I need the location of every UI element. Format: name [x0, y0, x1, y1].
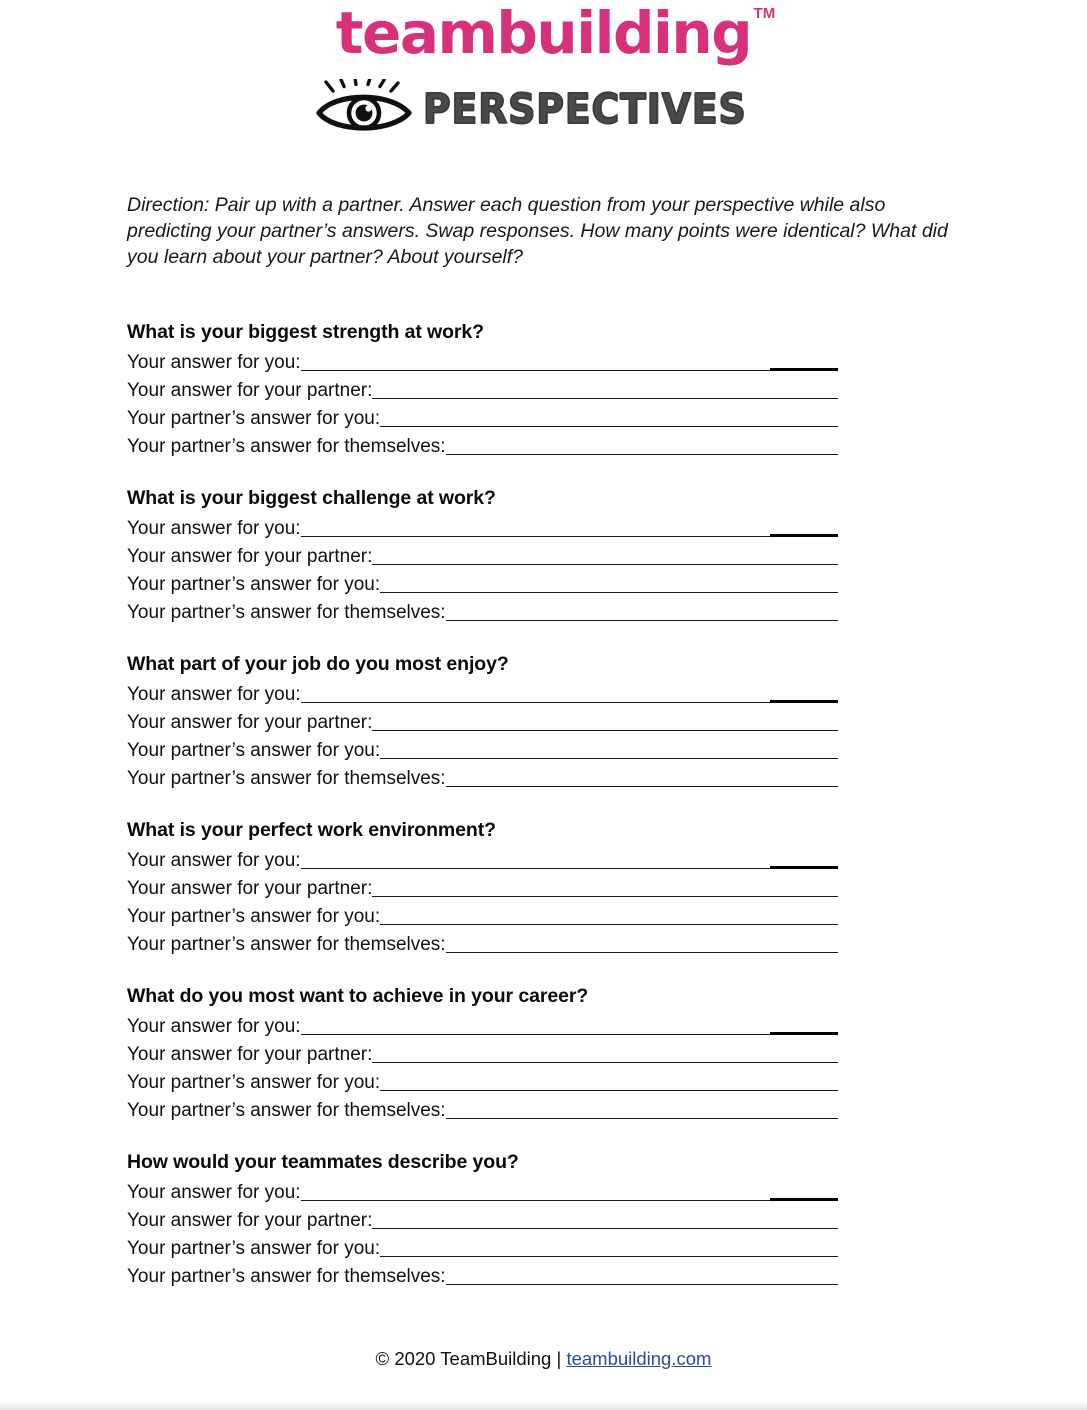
answer-line[interactable]	[380, 592, 838, 593]
answer-row-partner-for-you[interactable]	[127, 404, 838, 430]
answer-row-partner-for-themselves[interactable]	[127, 1096, 838, 1122]
question-block	[127, 321, 960, 458]
answer-row-partner-for-themselves[interactable]	[127, 1262, 838, 1288]
answer-line-tail[interactable]	[770, 534, 838, 537]
answer-row-partner-for-themselves[interactable]	[127, 598, 838, 624]
answer-line[interactable]	[301, 536, 770, 537]
eye-icon	[313, 79, 417, 135]
answer-row-partner-prediction[interactable]	[127, 376, 838, 402]
answer-label: Your partner’s answer for you:	[127, 1237, 381, 1259]
answer-line[interactable]	[446, 620, 838, 621]
answer-line[interactable]	[446, 786, 838, 787]
answer-row-self[interactable]	[127, 846, 838, 872]
answer-line[interactable]	[301, 868, 770, 869]
question-title: What is your biggest strength at work?	[127, 320, 484, 343]
brand-logo	[335, 0, 776, 67]
answer-line[interactable]	[446, 1284, 838, 1285]
answer-row-partner-prediction[interactable]	[127, 542, 838, 568]
answer-line[interactable]	[446, 952, 838, 953]
document-footer	[0, 1348, 1087, 1370]
answer-line[interactable]	[380, 1256, 838, 1257]
answer-line[interactable]	[380, 1090, 838, 1091]
answer-row-partner-for-you[interactable]	[127, 736, 838, 762]
answer-row-partner-for-you[interactable]	[127, 902, 838, 928]
question-block	[127, 985, 960, 1122]
answer-row-self[interactable]	[127, 680, 838, 706]
perspectives-title: PERSPECTIVES	[422, 84, 747, 133]
question-block	[127, 819, 960, 956]
answer-label: Your answer for your partner:	[127, 711, 373, 733]
answer-row-partner-for-you[interactable]	[127, 570, 838, 596]
answer-row-partner-for-themselves[interactable]	[127, 764, 838, 790]
answer-line-tail[interactable]	[770, 866, 838, 869]
trademark-mark: TM	[753, 5, 776, 22]
answer-line[interactable]	[446, 1118, 838, 1119]
answer-label: Your answer for you:	[127, 351, 301, 373]
direction-text: Direction: Pair up with a partner. Answer each question from your perspective while also predicting your partner’s answers. Swap responses. How many points were identical? What did you learn about your partner? About yourself?	[127, 194, 948, 268]
answer-row-partner-for-themselves[interactable]	[127, 930, 838, 956]
question-block	[127, 487, 960, 624]
answer-label: Your partner’s answer for themselves:	[127, 1099, 446, 1121]
answer-row-partner-prediction[interactable]	[127, 1040, 838, 1066]
answer-line[interactable]	[372, 896, 838, 897]
answer-row-partner-for-themselves[interactable]	[127, 432, 838, 458]
answer-label: Your answer for your partner:	[127, 545, 373, 567]
answer-line[interactable]	[301, 1200, 770, 1201]
answer-label: Your partner’s answer for themselves:	[127, 435, 446, 457]
answer-line[interactable]	[301, 1034, 770, 1035]
answer-label: Your partner’s answer for you:	[127, 407, 381, 429]
answer-row-self[interactable]	[127, 348, 838, 374]
question-block	[127, 1151, 960, 1288]
copyright-text: © 2020 TeamBuilding |	[375, 1348, 567, 1369]
answer-line[interactable]	[380, 426, 838, 427]
answer-label: Your answer for your partner:	[127, 1209, 373, 1231]
question-title: What is your perfect work environment?	[127, 818, 496, 841]
answer-label: Your partner’s answer for themselves:	[127, 601, 446, 623]
answer-row-self[interactable]	[127, 1012, 838, 1038]
answer-line[interactable]	[446, 454, 838, 455]
answer-row-partner-for-you[interactable]	[127, 1234, 838, 1260]
document-header	[0, 0, 1087, 135]
answer-label: Your partner’s answer for themselves:	[127, 933, 446, 955]
perspectives-lockup	[0, 79, 1087, 135]
answer-label: Your answer for you:	[127, 683, 301, 705]
answer-label: Your partner’s answer for you:	[127, 739, 381, 761]
answer-label: Your answer for you:	[127, 1181, 301, 1203]
answer-line[interactable]	[372, 1062, 838, 1063]
answer-line[interactable]	[380, 758, 838, 759]
answer-line-tail[interactable]	[770, 1198, 838, 1201]
answer-row-partner-prediction[interactable]	[127, 1206, 838, 1232]
brand-wordmark-text: teambuilding	[335, 0, 752, 67]
answer-label: Your answer for your partner:	[127, 379, 373, 401]
question-title: What do you most want to achieve in your career?	[127, 984, 589, 1007]
answer-label: Your answer for you:	[127, 849, 301, 871]
answer-line[interactable]	[372, 398, 838, 399]
answer-label: Your answer for you:	[127, 1015, 301, 1037]
answer-line[interactable]	[372, 564, 838, 565]
answer-label: Your partner’s answer for you:	[127, 573, 381, 595]
questions-list	[127, 321, 960, 1288]
answer-label: Your answer for your partner:	[127, 877, 373, 899]
page-bottom-edge	[0, 1401, 1087, 1410]
answer-label: Your partner’s answer for you:	[127, 905, 381, 927]
answer-label: Your partner’s answer for themselves:	[127, 767, 446, 789]
answer-row-self[interactable]	[127, 1178, 838, 1204]
answer-line[interactable]	[372, 1228, 838, 1229]
answer-line-tail[interactable]	[770, 700, 838, 703]
answer-row-self[interactable]	[127, 514, 838, 540]
answer-row-partner-for-you[interactable]	[127, 1068, 838, 1094]
answer-line[interactable]	[372, 730, 838, 731]
answer-label: Your answer for your partner:	[127, 1043, 373, 1065]
answer-label: Your partner’s answer for themselves:	[127, 1265, 446, 1287]
answer-row-partner-prediction[interactable]	[127, 708, 838, 734]
answer-line[interactable]	[301, 702, 770, 703]
answer-row-partner-prediction[interactable]	[127, 874, 838, 900]
answer-line[interactable]	[380, 924, 838, 925]
answer-label: Your partner’s answer for you:	[127, 1071, 381, 1093]
question-title: How would your teammates describe you?	[127, 1150, 519, 1173]
question-title: What part of your job do you most enjoy?	[127, 652, 509, 675]
question-block	[127, 653, 960, 790]
answer-label: Your answer for you:	[127, 517, 301, 539]
worksheet-body	[0, 193, 1087, 1288]
answer-line-tail[interactable]	[770, 1032, 838, 1035]
answer-line[interactable]	[301, 370, 770, 371]
website-link[interactable]: teambuilding.com	[566, 1348, 712, 1369]
question-title: What is your biggest challenge at work?	[127, 486, 496, 509]
answer-line-tail[interactable]	[770, 368, 838, 371]
